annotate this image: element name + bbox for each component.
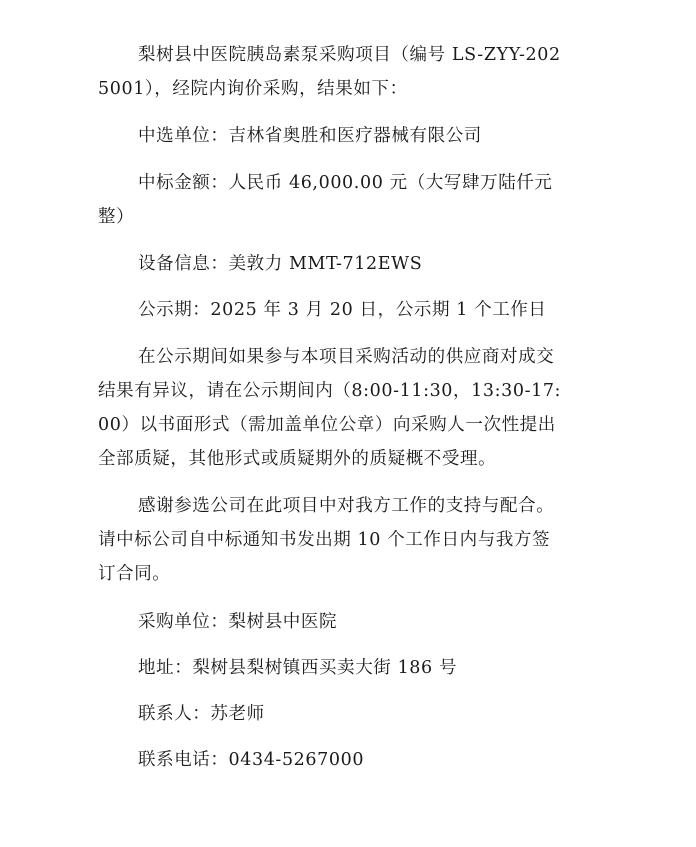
contact-label: 联系人：: [138, 704, 211, 724]
amount-label: 中标金额：: [138, 173, 229, 193]
contact-line: [98, 697, 568, 731]
winner-value: 吉林省奥胜和医疗器械有限公司: [228, 126, 482, 146]
phone-value: 0434-5267000: [228, 750, 365, 770]
amount-line: [98, 166, 568, 234]
intro-paragraph: 梨树县中医院胰岛素泵采购项目（编号 LS-ZYY-2025001），经院内询价采购，结果如下：: [98, 45, 561, 99]
amount-value: 人民币 46,000.00 元（大写肆万陆仟元整）: [98, 173, 553, 227]
address-label: 地址：: [138, 658, 193, 678]
notice-period-label: 公示期：: [138, 300, 211, 320]
device-line: [98, 247, 568, 281]
winner-line: [98, 119, 568, 153]
device-value: 美敦力 MMT-712EWS: [228, 254, 423, 274]
notice-period-value: 2025 年 3 月 20 日，公示期 1 个工作日: [210, 300, 547, 320]
buyer-label: 采购单位：: [138, 612, 229, 632]
announcement-document: [98, 38, 568, 777]
address-value: 梨树县梨树镇西买卖大街 186 号: [192, 658, 458, 678]
thanks-paragraph: 感谢参选公司在此项目中对我方工作的支持与配合。请中标公司自中标通知书发出期 10 个工作日内与我方签订合同。: [98, 496, 555, 584]
contact-value: 苏老师: [210, 704, 265, 724]
device-label: 设备信息：: [138, 254, 229, 274]
address-line: [98, 651, 568, 685]
objection-paragraph: 在公示期间如果参与本项目采购活动的供应商对成交结果有异议，请在公示期间内（8:00-11:30，13:30-17:00）以书面形式（需加盖单位公章）向采购人一次性提出全部质疑，其他形式或质疑期外的质疑概不受理。: [98, 347, 562, 469]
winner-label: 中选单位：: [138, 126, 229, 146]
buyer-line: [98, 605, 568, 639]
phone-label: 联系电话：: [138, 750, 229, 770]
phone-line: [98, 743, 568, 777]
buyer-value: 梨树县中医院: [228, 612, 338, 632]
notice-period-line: [98, 293, 568, 327]
